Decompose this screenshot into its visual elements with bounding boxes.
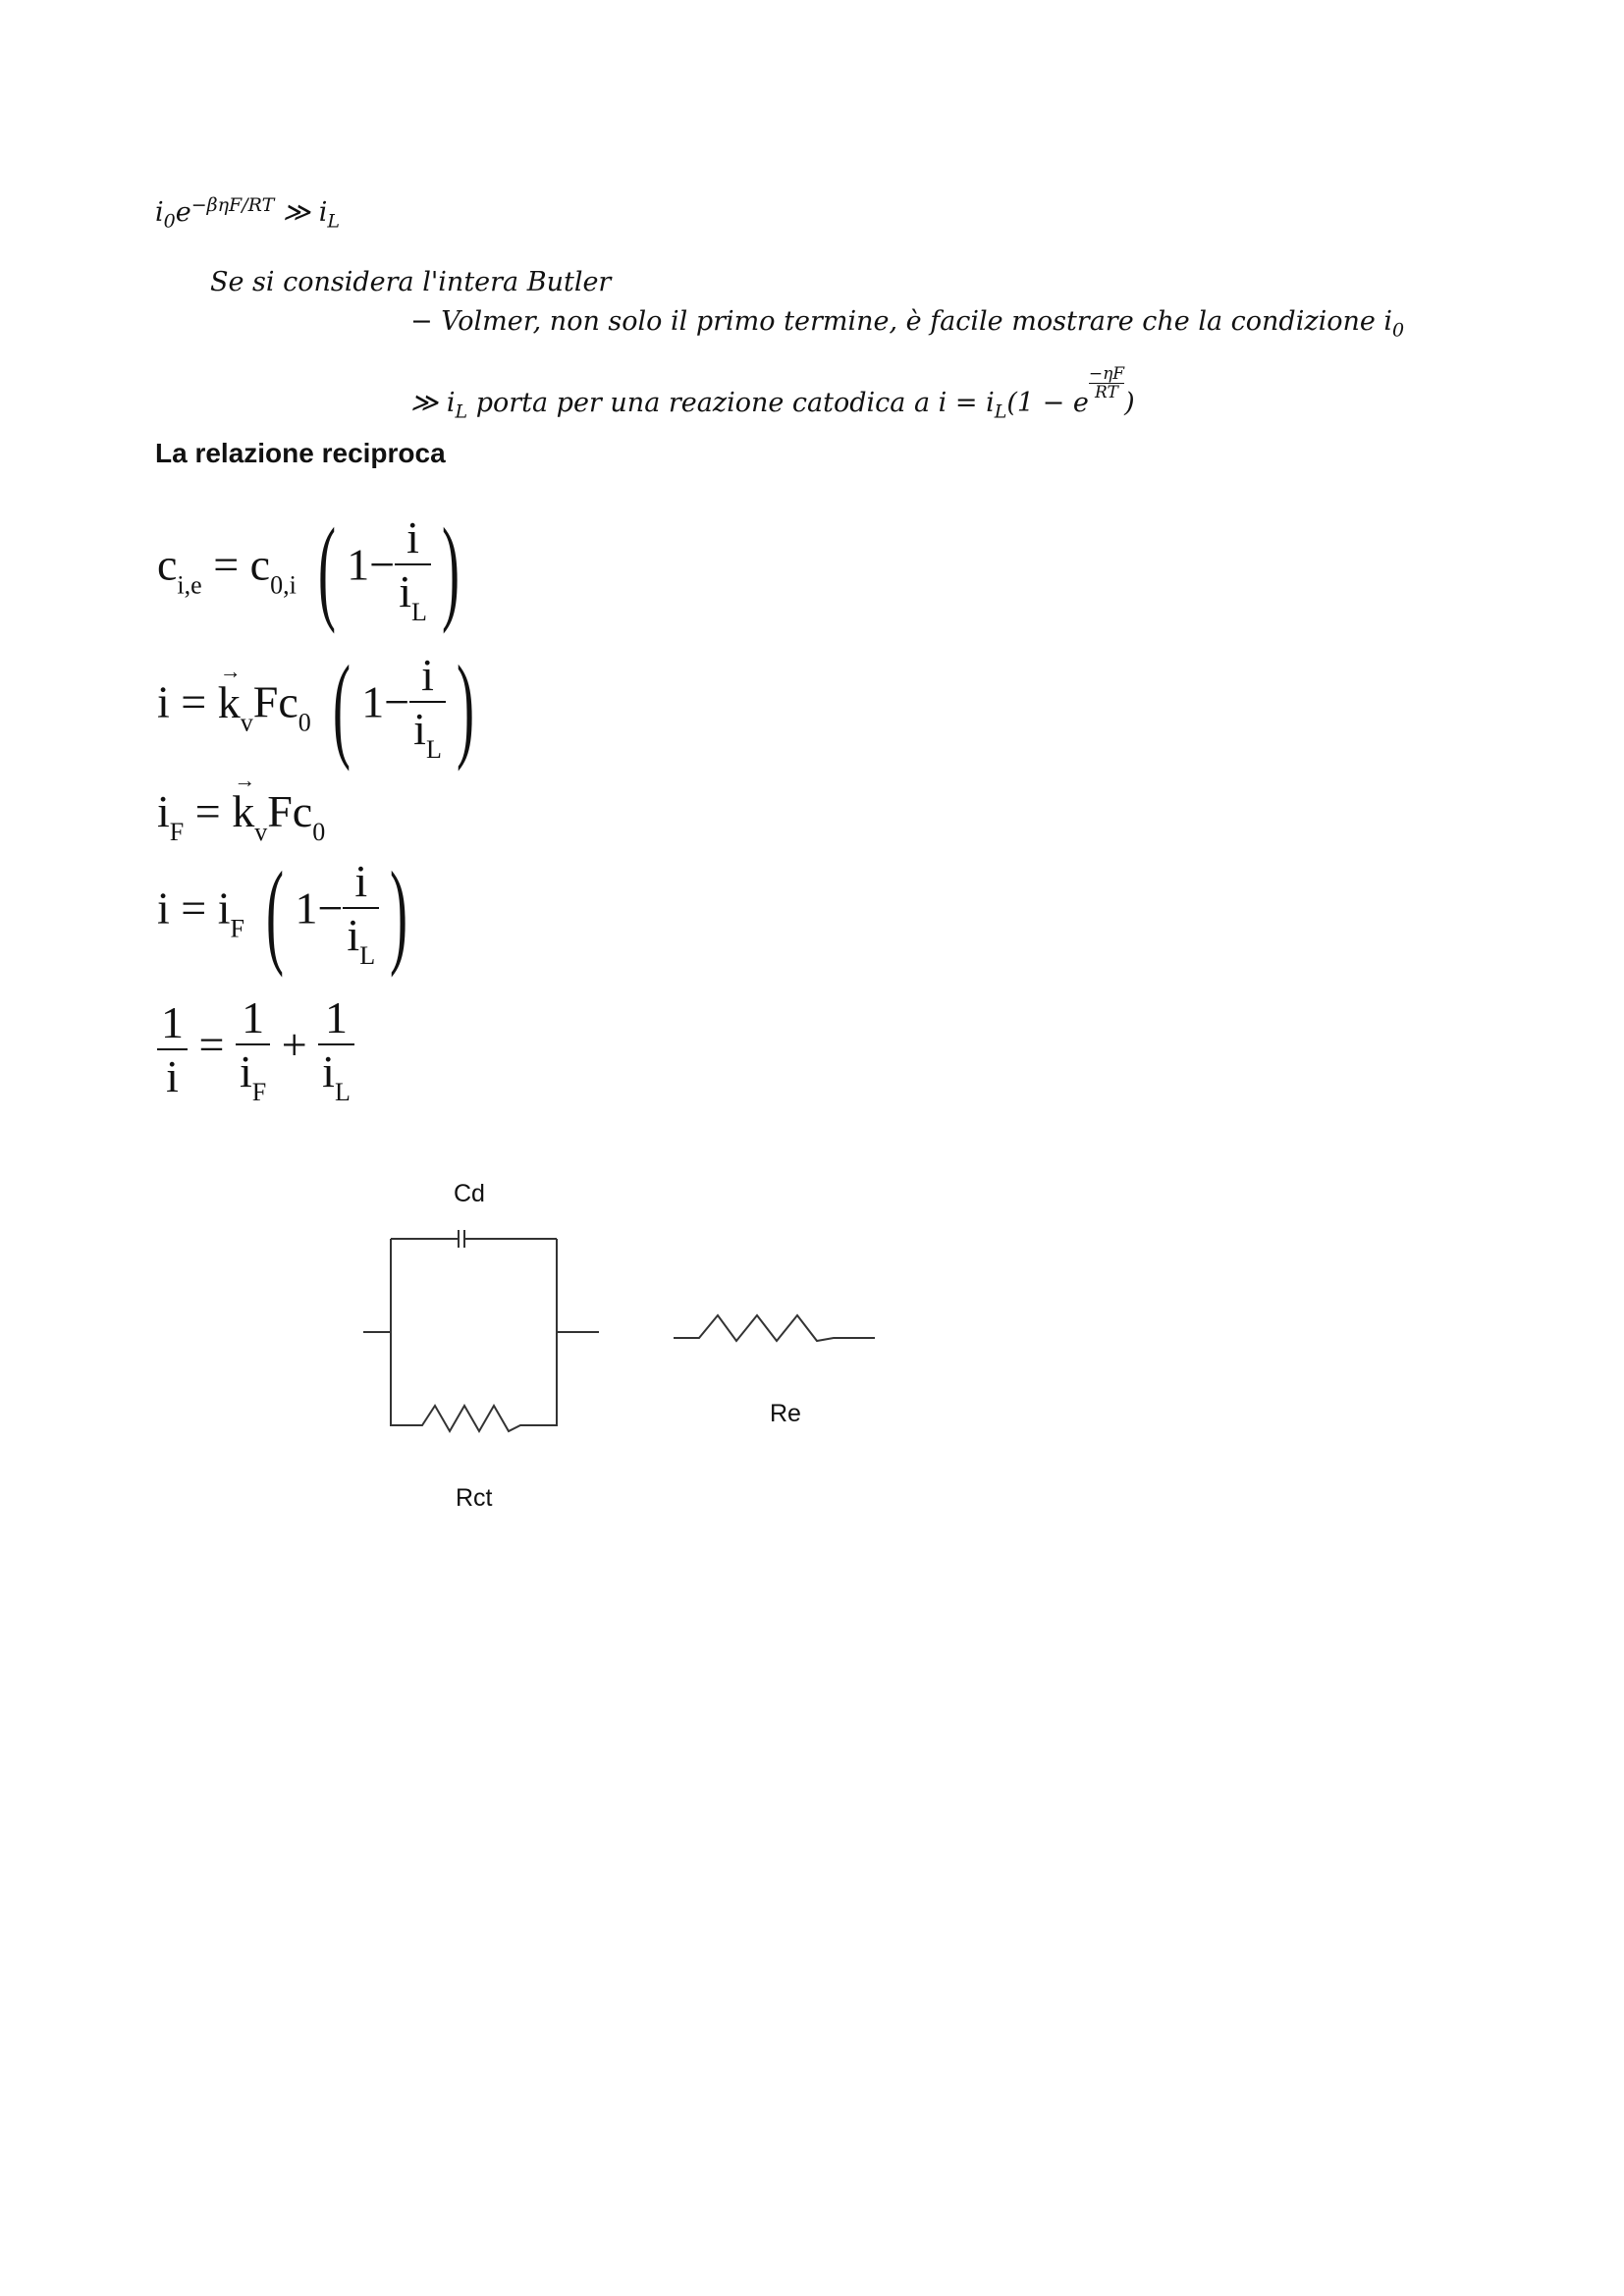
eq2-equals: =: [181, 676, 207, 727]
eq5-iL-sub: L: [334, 1078, 351, 1106]
exponent-fraction: $\frac{-\eta F}{RT}$: [1088, 364, 1125, 402]
eq1-c: c: [249, 539, 271, 590]
paragraph-line-1: Se si considera l'intera Butler: [210, 267, 612, 297]
eq4-iF: i: [217, 882, 231, 934]
eq4-iF-sub: F: [230, 914, 244, 943]
exp-base: e: [175, 197, 191, 228]
charge-transfer-label: Rct: [456, 1484, 493, 1512]
eq5-frac-L-num: 1: [324, 992, 348, 1042]
eq3-lhs: i: [157, 786, 170, 836]
eq5-frac-F-num: 1: [242, 992, 265, 1042]
eq5-lhs-num: 1: [161, 997, 184, 1047]
eq2-k-sub: v: [240, 708, 253, 737]
eq2-num: i: [421, 650, 434, 700]
exponent: −βηF/RT: [190, 194, 275, 216]
eq1-one-minus: 1−: [347, 539, 396, 590]
exponent-fraction-den: RT: [1089, 383, 1124, 401]
eq1-den-sub: L: [411, 598, 427, 626]
eq1-lhs: c: [157, 539, 178, 590]
paragraph-line-3-text: ≫ i: [410, 388, 456, 418]
exponent-fraction-num: ηF: [1103, 364, 1125, 384]
eq3-k-vector: → k: [232, 785, 254, 837]
eq4-den-i: i: [347, 910, 360, 960]
eq3-fc: Fc: [267, 786, 313, 836]
eq3-k-sub: v: [254, 818, 268, 846]
eq1-equals: =: [213, 539, 240, 590]
eq2-den-i: i: [413, 704, 426, 754]
much-greater-symbol: ≫: [282, 197, 311, 228]
paragraph-line-3-sub2: L: [994, 400, 1007, 423]
paragraph-line-3-end: (1 − e: [1006, 388, 1089, 418]
capacitor-label: Cd: [454, 1180, 485, 1207]
paragraph-line-3-sub: L: [455, 400, 468, 423]
eq5-iL: i: [322, 1046, 335, 1096]
eq2-k-vector: → k: [218, 676, 241, 728]
eq1-close-paren: ): [441, 504, 460, 634]
eq4-close-paren: ): [390, 847, 408, 978]
eq2-fc-sub: 0: [298, 708, 311, 737]
resistor-re-icon: [674, 1315, 875, 1341]
eq2-close-paren: ): [456, 641, 474, 772]
eq3-lhs-sub: F: [169, 818, 185, 846]
iL-symbol: i: [318, 197, 328, 228]
iL-subscript: L: [327, 210, 340, 233]
electrolyte-resistance-label: Re: [770, 1400, 801, 1427]
eq5-plus: +: [281, 1019, 307, 1070]
eq4-equals: =: [181, 882, 207, 934]
eq3-equals: =: [194, 786, 221, 836]
paragraph-line-2-text: − Volmer, non solo il primo termine, è facile mostrare che la condizione i: [410, 306, 1393, 337]
eq2-one-minus: 1−: [361, 676, 410, 727]
eq4-lhs: i: [157, 882, 170, 934]
paragraph-line-3-close: ): [1124, 388, 1135, 418]
eq2-den-sub: L: [425, 735, 442, 764]
section-heading: La relazione reciproca: [155, 438, 446, 468]
eq5-iF-sub: F: [251, 1078, 267, 1106]
eq2-fc: Fc: [252, 676, 298, 727]
eq4-open-paren: (: [266, 847, 285, 978]
eq1-lhs-sub: i,e: [177, 570, 202, 600]
eq1-open-paren: (: [318, 504, 337, 634]
eq1-num: i: [406, 512, 419, 562]
paragraph-line-2-sub: 0: [1392, 319, 1405, 342]
eq4-den-sub: L: [359, 941, 376, 970]
resistor-rct-icon: [391, 1406, 557, 1431]
i0-subscript: 0: [163, 210, 176, 233]
paragraph-line-3-rest: porta per una reazione catodica a i = i: [467, 388, 995, 418]
eq2-lhs: i: [157, 676, 170, 727]
eq1-den-i: i: [399, 566, 411, 616]
eq4-one-minus: 1−: [295, 882, 344, 934]
eq5-iF: i: [239, 1046, 252, 1096]
i0-symbol: i: [155, 197, 164, 228]
eq1-c-sub: 0,i: [270, 570, 297, 600]
eq5-lhs-den: i: [157, 1048, 188, 1102]
eq4-num: i: [354, 856, 368, 906]
eq3-fc-sub: 0: [312, 818, 326, 846]
eq2-open-paren: (: [333, 641, 352, 772]
eq5-equals: =: [198, 1019, 225, 1070]
